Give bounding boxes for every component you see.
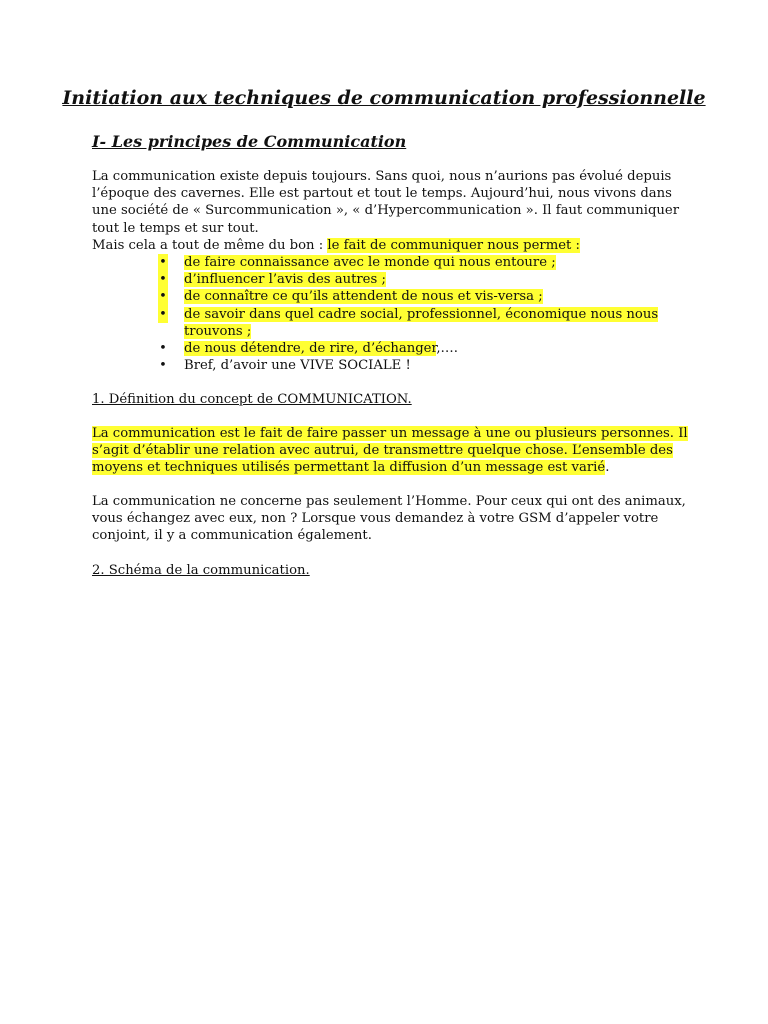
bullet-dot-icon: •	[159, 255, 167, 270]
list-item-suffix: ,….	[436, 341, 458, 357]
communication-paragraph	[92, 493, 686, 545]
list-item-text-continued: trouvons ;	[184, 323, 252, 339]
bullet-dot-icon: •	[159, 289, 167, 305]
subsection-heading-schema: 2. Schéma de la communication.	[92, 563, 310, 578]
bullet-dot-icon: •	[159, 341, 167, 357]
definition-end: .	[605, 460, 610, 476]
intro-line: La communication existe depuis toujours. Sans quoi, nous n’aurions pas évolué depuis	[92, 169, 672, 184]
list-item	[92, 340, 682, 357]
definition-line: moyens et techniques utilisés permettant la diffusion d’un message est varié	[92, 460, 606, 476]
list-item	[92, 357, 682, 374]
intro-line: tout le temps et sur tout.	[92, 220, 259, 236]
list-item	[92, 288, 682, 305]
list-item	[92, 254, 682, 271]
list-item-text: d’influencer l’avis des autres ;	[184, 272, 386, 288]
list-item-text: de savoir dans quel cadre social, professionnel, économique nous nous	[184, 306, 659, 322]
list-item-text: Bref, d’avoir une VIVE SOCIALE !	[184, 358, 411, 374]
paragraph-line: vous échangez avec eux, non ? Lorsque vous demandez à votre GSM d’appeler votre	[92, 511, 659, 527]
list-item	[92, 306, 682, 340]
paragraph-line: La communication ne concerne pas seulement l’Homme. Pour ceux qui ont des animaux,	[92, 494, 686, 509]
bullet-dot-icon: •	[159, 306, 167, 322]
paragraph-line: conjoint, il y a communication également.	[92, 528, 372, 544]
benefit-lead-line	[92, 237, 682, 254]
list-item-text: de connaître ce qu’ils attendent de nous et vis-versa ;	[184, 289, 543, 305]
definition-line: s’agit d’établir une relation avec autrui, de transmettre quelque chose. L’ensemble des	[92, 443, 673, 459]
list-item	[92, 271, 682, 288]
intro-line: une société de « Surcommunication », « d’Hypercommunication ». Il faut communiquer	[92, 203, 680, 219]
benefits-list	[92, 254, 682, 374]
section-heading-principles: I- Les principes de Communication	[92, 132, 407, 151]
definition-line: La communication est le fait de faire passer un message à une ou plusieurs personnes. Il	[92, 426, 688, 441]
list-item-text: de faire connaissance avec le monde qui nous entoure ;	[184, 255, 556, 270]
benefit-lead-text: Mais cela a tout de même du bon :	[92, 237, 328, 253]
document-title: Initiation aux techniques de communication professionnelle	[62, 87, 706, 109]
list-item-text: de nous détendre, de rire, d’échanger	[184, 341, 437, 357]
benefit-lead-highlight: le fait de communiquer nous permet :	[327, 237, 580, 253]
intro-paragraph	[92, 168, 682, 254]
definition-paragraph	[92, 425, 688, 477]
intro-line: l’époque des cavernes. Elle est partout et tout le temps. Aujourd’hui, nous vivons dans	[92, 186, 672, 202]
subsection-heading-definition: 1. Définition du concept de COMMUNICATION.	[92, 392, 412, 407]
bullet-dot-icon: •	[159, 272, 167, 288]
bullet-dot-icon: •	[159, 358, 167, 374]
